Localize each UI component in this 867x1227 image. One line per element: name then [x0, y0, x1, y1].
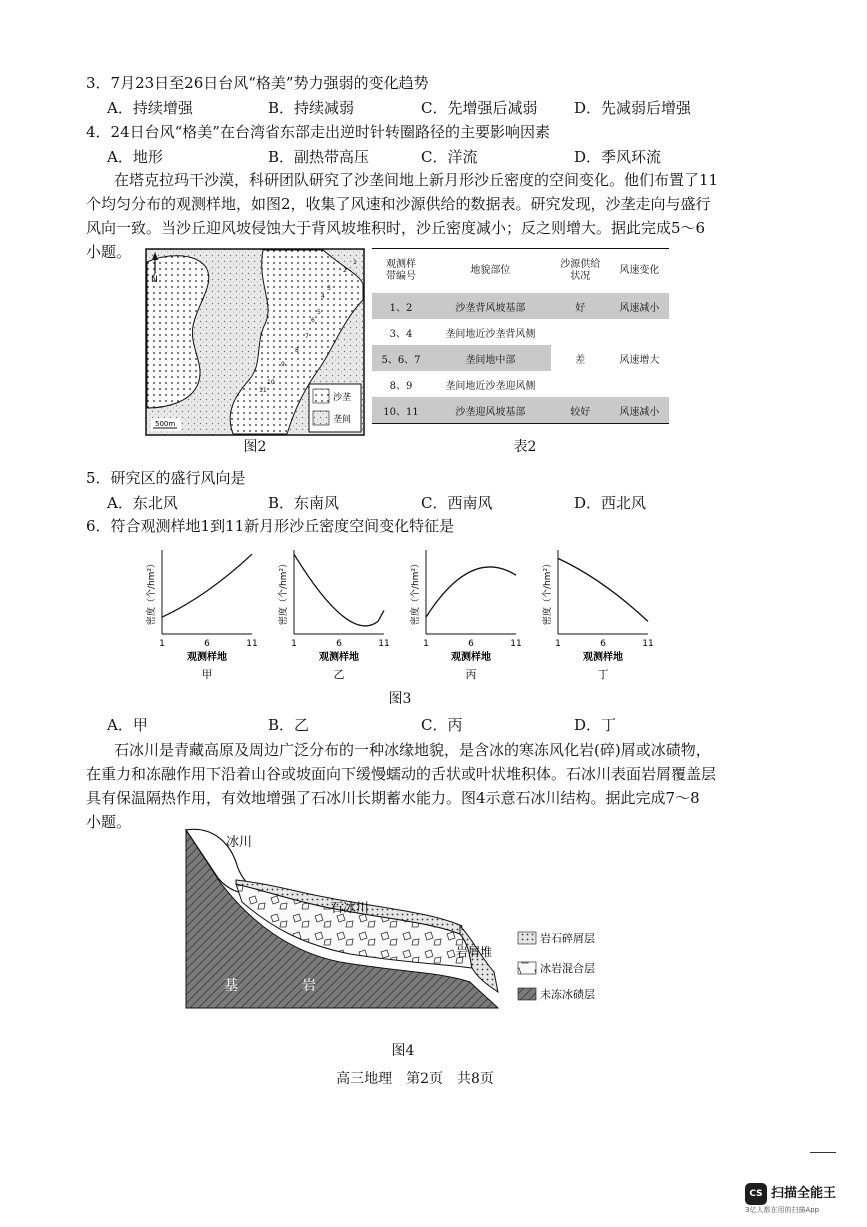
- sample-label: 10: [267, 379, 275, 386]
- scanner-watermark: [745, 1179, 855, 1215]
- label-rock-glacier: 石冰川: [330, 901, 370, 916]
- x-tick-label: 1: [159, 639, 165, 649]
- scanner-tagline: 3亿人都在用的扫描App: [745, 1206, 820, 1214]
- cell-supply: 较好: [551, 397, 610, 423]
- table-row: [372, 293, 669, 319]
- q3-option-b: B．持续减弱: [268, 99, 355, 117]
- x-tick-label: 11: [642, 639, 654, 649]
- q6-stem: 6．符合观测样地1到11新月形沙丘密度空间变化特征是: [86, 517, 455, 535]
- fig4-legend: [518, 931, 595, 1001]
- x-tick-label: 11: [510, 639, 522, 649]
- q4-option-a: A．地形: [107, 148, 163, 166]
- table2: [372, 248, 669, 424]
- sample-label: 2: [343, 267, 347, 274]
- q3-option-a: A．持续增强: [107, 99, 193, 117]
- north-label: N: [151, 275, 158, 285]
- x-tick-label: 6: [204, 639, 210, 649]
- intro1-line: 风向一致。当沙丘迎风坡侵蚀大于背风坡堆积时，沙丘密度减小；反之则增大。据此完成5～6: [86, 219, 706, 237]
- sample-label: 9: [281, 361, 285, 368]
- x-axis-label: 观测样地: [319, 652, 359, 663]
- corner-mark: [810, 1152, 836, 1153]
- page-footer: 高三地理 第2页 共8页: [336, 1071, 494, 1087]
- q6-option-a: A．甲: [107, 716, 148, 734]
- intro1-line: 个均匀分布的观测样地，如图2，收集了风速和沙源供给的数据表。研究发现，沙垄走向与盛行: [86, 195, 711, 213]
- cell-wind: 风速减小: [610, 293, 669, 319]
- legend-debris: 岩石碎屑层: [540, 932, 595, 945]
- q3-stem: 3．7月23日至26日台风“格美”势力强弱的变化趋势: [86, 74, 429, 92]
- table-row: [372, 397, 669, 423]
- fig3-caption: 图3: [388, 691, 412, 707]
- q6-option-c: C．丙: [421, 716, 463, 734]
- sample-label: 1: [353, 259, 357, 266]
- scanner-brand: 扫描全能王: [771, 1186, 837, 1201]
- scale-label: 500m: [155, 420, 176, 428]
- x-axis-label: 观测样地: [451, 652, 491, 663]
- y-axis-label: 密度（个/hm²）: [147, 558, 157, 626]
- x-tick-label: 11: [378, 639, 390, 649]
- cell-position: 垄间地近沙垄迎风侧: [445, 380, 536, 392]
- map-legend: [309, 384, 361, 432]
- legend-interdune: 垄间: [333, 415, 352, 425]
- cell-id: 3、4: [389, 328, 413, 340]
- sample-label: 8: [295, 347, 299, 354]
- q6-option-d: D．丁: [574, 716, 617, 734]
- intro1-line: 小题。: [86, 243, 132, 261]
- scanner-logo-icon: CS: [745, 1183, 767, 1205]
- cell-id: 1、2: [372, 293, 430, 319]
- q4-option-d: D．季风环流: [574, 148, 662, 166]
- x-tick-label: 6: [336, 639, 342, 649]
- intro1-line: 在塔克拉玛干沙漠，科研团队研究了沙垄间地上新月形沙丘密度的空间变化。他们布置了11: [114, 171, 719, 189]
- label-talus: 岩屑堆: [456, 945, 493, 959]
- y-axis-label: 密度（个/hm²）: [411, 558, 421, 626]
- panel-label: 乙: [333, 668, 345, 681]
- intro2-line: 石冰川是青藏高原及周边广泛分布的一种冰缘地貌，是含冰的寒冻风化岩(碎)屑或冰碛物，: [114, 741, 711, 759]
- cell-supply: 好: [551, 293, 610, 319]
- q5-option-c: C．西南风: [421, 494, 493, 512]
- fig3-charts: [140, 542, 670, 687]
- label-glacier: 冰川: [226, 835, 253, 850]
- th-supply: 沙源供给 状况: [560, 259, 601, 282]
- table-row: [372, 319, 669, 345]
- q4-option-c: C．洋流: [421, 148, 478, 166]
- cell-wind: 风速减小: [610, 397, 669, 423]
- legend-dune: 沙垄: [333, 393, 352, 403]
- table2-header: [372, 249, 669, 293]
- label-bedrock-1: 基: [224, 978, 238, 994]
- q5-stem: 5．研究区的盛行风向是: [86, 469, 246, 487]
- panel-label: 丙: [465, 668, 477, 681]
- q4-stem: 4．24日台风“格美”在台湾省东部走出逆时针转圈路径的主要影响因素: [86, 123, 550, 141]
- fig2-map: [145, 248, 365, 436]
- table2-caption: 表2: [513, 439, 537, 455]
- sample-label: 4: [321, 293, 325, 300]
- x-tick-label: 6: [468, 639, 474, 649]
- q5-option-a: A．东北风: [107, 494, 178, 512]
- th-wind: 风速变化: [619, 265, 660, 276]
- panel-label: 甲: [201, 668, 213, 681]
- fig2-caption: 图2: [243, 439, 267, 455]
- sample-label: 11: [259, 387, 267, 394]
- scale-bar: [151, 418, 181, 431]
- series-line: [162, 554, 252, 617]
- cell-supply: 差: [575, 354, 586, 366]
- q4-option-b: B．副热带高压: [268, 148, 370, 166]
- cell-id: 5、6、7: [372, 345, 430, 371]
- series-line: [558, 558, 648, 621]
- intro2-line: 小题。: [86, 813, 132, 831]
- fig4-diagram: [180, 822, 620, 1012]
- fig4-caption: 图4: [391, 1043, 415, 1059]
- y-axis-label: 密度（个/hm²）: [279, 558, 289, 626]
- th-position: 地貌部位: [470, 265, 511, 276]
- x-axis-label: 观测样地: [187, 652, 227, 663]
- x-tick-label: 1: [423, 639, 429, 649]
- intro-paragraph-2: [86, 738, 806, 834]
- cell-position: 沙垄迎风坡基部: [430, 397, 551, 423]
- sample-label: 3: [327, 285, 331, 292]
- y-axis-label: 密度（个/hm²）: [543, 558, 553, 626]
- th-id: 观测样 带编号: [386, 259, 416, 282]
- intro2-line: 在重力和冻融作用下沿着山谷或坡面向下缓慢蠕动的舌状或叶状堆积体。石冰川表面岩屑覆盖层: [86, 765, 717, 783]
- x-tick-label: 1: [291, 639, 297, 649]
- q5-option-d: D．西北风: [574, 494, 647, 512]
- q3-option-c: C．先增强后减弱: [421, 99, 538, 117]
- sample-label: 6: [311, 317, 315, 324]
- series-line: [426, 567, 516, 617]
- cell-position: 垄间地近沙垄背风侧: [445, 328, 536, 340]
- q6-option-b: B．乙: [268, 716, 310, 734]
- sample-label: 5: [317, 309, 321, 316]
- q5-option-b: B．东南风: [268, 494, 340, 512]
- x-axis-label: 观测样地: [583, 652, 623, 663]
- label-bedrock-2: 岩: [302, 978, 316, 994]
- x-tick-label: 1: [555, 639, 561, 649]
- legend-unfrozen: 未冻冰碛层: [540, 988, 595, 1001]
- x-tick-label: 11: [246, 639, 258, 649]
- intro2-line: 具有保温隔热作用，有效地增强了石冰川长期蓄水能力。图4示意石冰川结构。据此完成7～8: [86, 789, 700, 807]
- series-line: [294, 554, 384, 626]
- x-tick-label: 6: [600, 639, 606, 649]
- q3-option-d: D．先减弱后增强: [574, 99, 692, 117]
- panel-label: 丁: [597, 668, 609, 681]
- cell-id: 10、11: [372, 397, 430, 423]
- cell-position: 沙垄背风坡基部: [430, 293, 551, 319]
- cell-id: 8、9: [389, 380, 413, 392]
- legend-ice-rock: 冰岩混合层: [540, 962, 595, 975]
- cell-wind: 风速增大: [619, 354, 660, 366]
- cell-position: 垄间地中部: [430, 345, 551, 371]
- sample-label: 7: [305, 333, 309, 340]
